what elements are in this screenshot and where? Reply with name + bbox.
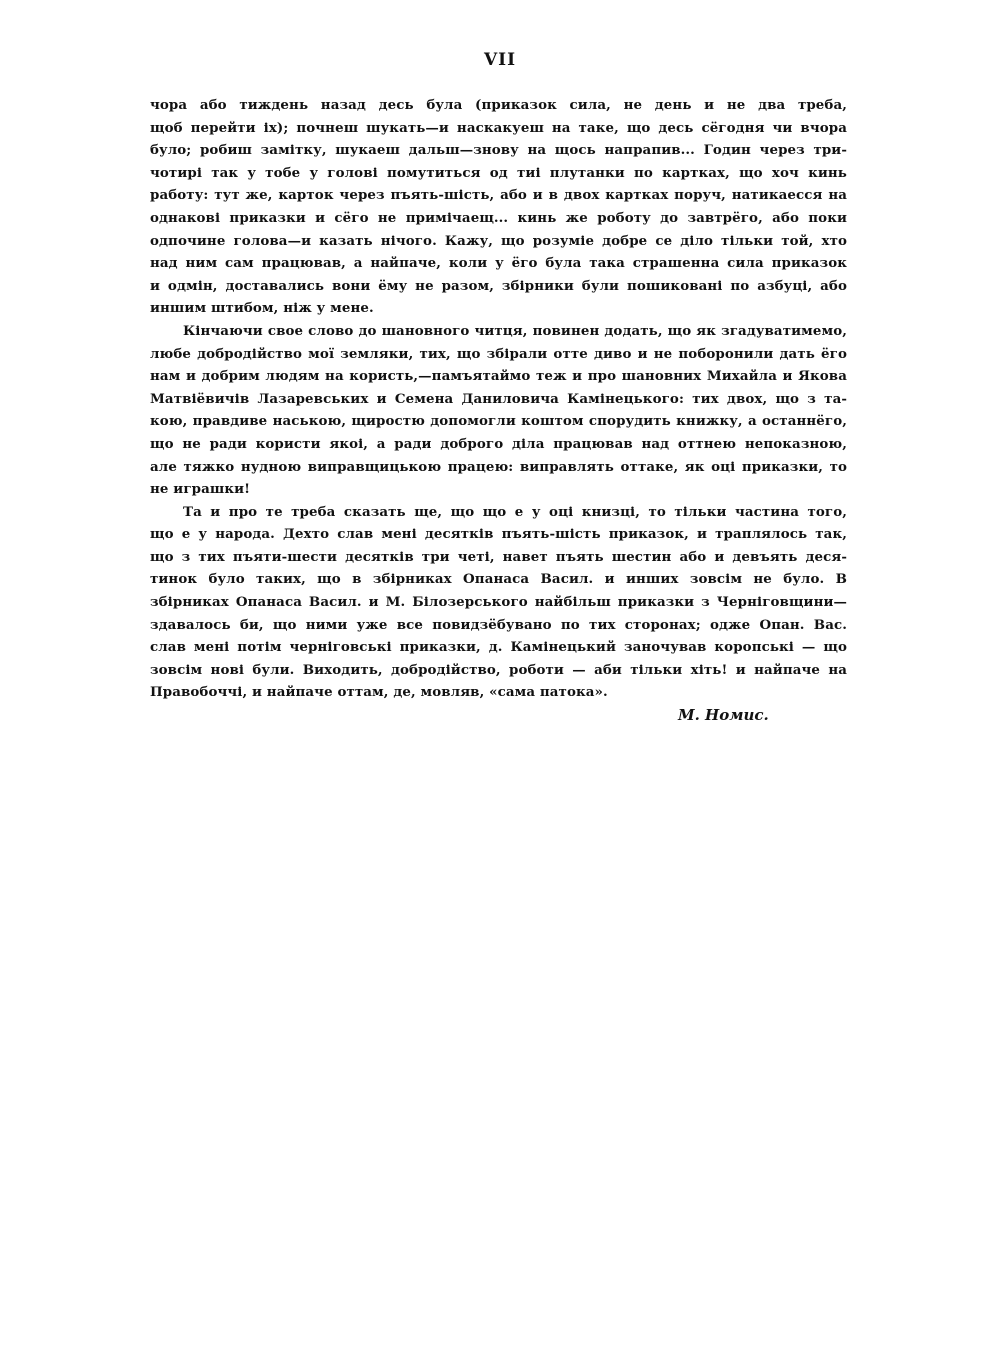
paragraph <box>150 94 847 320</box>
text-line: Правобоччі, и найпаче оттам, де, мовляв, «сама патока». <box>150 684 608 701</box>
body-text <box>150 94 847 704</box>
text-line: кою, правдиве наською, щиростю допомогли коштом спорудить книжку, а останнёго, <box>150 413 847 430</box>
text-line: не играшки! <box>150 481 251 498</box>
text-line: що не ради користи якоі, а ради доброго діла працював над оттнею непоказною, <box>150 435 847 452</box>
text-line: тинок було таких, що в збірниках Опанаса Васил. и инших зовсім не було. В <box>150 571 847 588</box>
text-line: що з тих пъяти-шести десятків три четі, навет пъять шестин або и девъять деся- <box>150 548 847 565</box>
text-line: чора або тиждень назад десь була (приказок сила, не день и не два треба, <box>150 97 847 113</box>
text-line: слав мені потім черніговські приказки, д. Камінецький заночував коропські — що <box>150 639 847 656</box>
text-line: работу: тут же, карток через пъять-шість, або и в двох картках поруч, натикаесся на <box>150 187 847 204</box>
text-line: але тяжко нудною виправщицькою працею: виправлять оттаке, як оці приказки, то <box>150 458 847 475</box>
text-line: над ним сам працював, а найпаче, коли у ёго була така страшенна сила приказок <box>150 255 847 272</box>
text-line: було; робиш замітку, шукаеш дальш—знову на щось напрапив... Годин через три- <box>150 142 847 159</box>
author-signature: М. Номис. <box>678 706 769 724</box>
text-line: любе добродійство мої земляки, тих, що збірали отте диво и не поборонили дать ёго <box>150 345 847 362</box>
text-line: иншим штибом, ніж у мене. <box>150 300 374 317</box>
text-line: здавалось би, що ними уже все повидзёбувано по тих сторонах; одже Опан. Вас. <box>150 616 847 633</box>
text-line: однакові приказки и сёго не примічаещ... кинь же роботу до завтрёго, або поки <box>150 209 847 226</box>
text-line: Кінчаючи свое слово до шановного читця, повинен додать, що як згадуватимемо, <box>183 322 847 339</box>
text-line: чотирі так у тобе у голові помутиться од тиі плутанки по картках, що хоч кинь <box>150 164 847 181</box>
text-line: збірниках Опанаса Васил. и М. Білозерського найбільш приказки з Черніговщини— <box>150 594 847 611</box>
text-line: що е у народа. Дехто слав мені десятків пъять-шість приказок, и траплялось так, <box>150 526 847 543</box>
text-line: зовсім нові були. Виходить, добродійство, роботи — аби тільки хіть! и найпаче на <box>150 661 847 678</box>
paragraph <box>150 501 847 704</box>
text-line: одпочине голова—и казать нічого. Кажу, що розуміе добре се діло тільки той, хто <box>150 232 847 249</box>
text-line: Матвіёвичів Лазаревських и Семена Даниловича Камінецького: тих двох, що з та- <box>150 390 847 407</box>
text-line: Та и про те треба сказать ще, що що е у оці книзці, то тільки частина того, <box>183 503 847 520</box>
paragraph <box>150 320 847 501</box>
text-line: нам и добрим людям на користь,—памъятаймо теж и про шановних Михайла и Якова <box>150 368 847 385</box>
page-number: VII <box>483 50 517 70</box>
text-line: щоб перейти іх); почнеш шукать—и наскакуеш на таке, що десь сёгодня чи вчора <box>150 119 847 136</box>
text-line: и одмін, доставались вони ёму не разом, збірники були пошиковані по азбуці, або <box>150 277 847 294</box>
